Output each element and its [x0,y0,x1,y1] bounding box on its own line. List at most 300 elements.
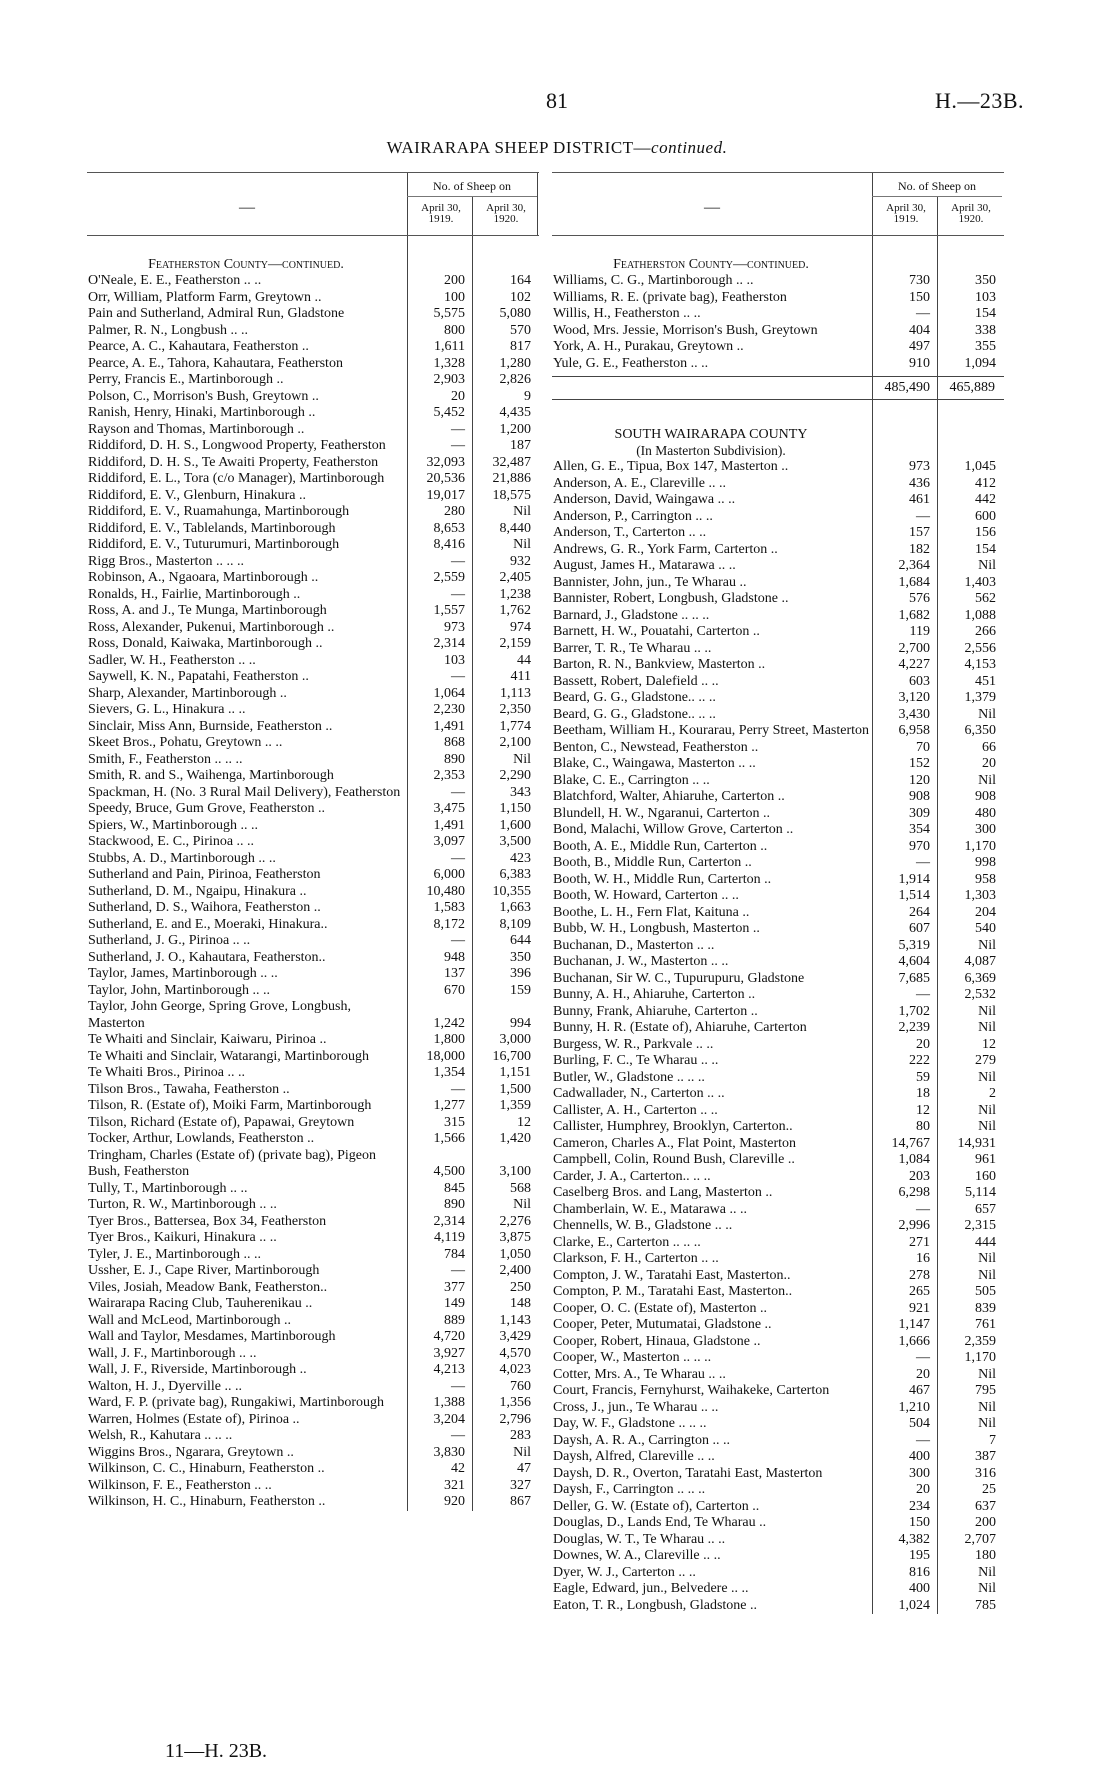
owner-name: Chamberlain, W. E., Matarawa .. .. [553,1201,748,1217]
sheep-1920: 187 [510,438,531,453]
sheep-1920: 1,238 [499,586,531,602]
sheep-1920: 5,114 [965,1185,996,1200]
sheep-1920: Nil [978,1069,996,1085]
sheep-1920: 444 [975,1234,996,1250]
owner-name: Blundell, H. W., Ngaranui, Carterton .. [553,805,770,821]
sheep-1919: — [916,508,930,524]
sheep-1920: 154 [975,541,996,557]
sheep-1920: 12 [982,1036,996,1052]
owner-name: Sharp, Alexander, Martinborough .. [88,685,287,701]
sheep-1920: 761 [975,1317,996,1332]
sheep-1920: 1,600 [499,817,531,833]
sheep-1919: 315 [444,1114,465,1130]
owner-name: Cadwallader, N., Carterton .. .. [553,1086,725,1101]
sheep-1919: 784 [444,1246,465,1262]
sheep-1919: 152 [909,756,930,771]
owner-name: Bassett, Robert, Dalefield .. .. [553,673,719,689]
owner-name: Wall and Taylor, Mesdames, Martinborough [88,1329,336,1344]
sheep-1920: 164 [510,273,531,288]
south-wairarapa-heading: SOUTH WAIRARAPA COUNTY [614,427,808,442]
sheep-1919: 948 [444,949,465,965]
sheep-1920: Nil [513,1197,531,1212]
owner-name: Cameron, Charles A., Flat Point, Masterton [553,1135,797,1151]
sheep-1920: 1,094 [964,355,996,371]
page-number: 81 [546,88,568,113]
sheep-1919: 920 [444,1494,465,1509]
sheep-1919: 1,210 [898,1399,930,1415]
sheep-1920: 2,100 [499,735,531,750]
owner-name: Barrer, T. R., Te Wharau .. .. [553,640,712,656]
sheep-1920: 350 [975,273,996,288]
sheep-1919: 461 [909,492,930,507]
sheep-1919: 400 [909,1581,930,1596]
left-table-body [87,236,539,1511]
sheep-1919: 20 [916,1036,930,1052]
sheep-1920: 2,350 [499,702,531,717]
sheep-1920: 1,303 [964,888,996,903]
sheep-1919: — [451,1378,465,1394]
sheep-1920: 8,109 [499,916,531,932]
sheep-1919: 234 [909,1498,930,1514]
sheep-1919: 970 [909,838,930,854]
sheep-1919: 103 [444,652,465,668]
sheep-1919: 1,354 [433,1065,465,1080]
owner-name: Bannister, John, jun., Te Wharau .. [553,574,747,590]
sheep-1919: 2,314 [433,636,465,651]
sheep-1919: 8,172 [433,916,465,932]
sheep-1920: 2,276 [499,1213,531,1229]
sheep-1920: 14,931 [957,1135,996,1151]
sheep-1920: 760 [510,1378,531,1394]
subdivision-note: (In Masterton Subdivision). [636,443,786,458]
owner-name: Dyer, W. J., Carterton .. .. [553,1564,696,1580]
sheep-1920: Nil [978,1102,996,1118]
sheep-1920: Nil [978,1399,996,1415]
owner-name: Cooper, Robert, Hinaua, Gladstone .. [553,1333,761,1349]
sheep-1920: 7 [989,1432,996,1448]
sheep-1920: 1,762 [499,603,531,618]
sheep-1919: 32,093 [426,454,465,470]
owner-name: Sutherland, J. G., Pirinoa .. .. [88,933,251,948]
owner-name: Bubb, W. H., Longbush, Masterton .. [553,921,760,936]
sheep-1919: 6,000 [433,867,465,882]
sheep-1920: 785 [975,1597,996,1613]
sheep-1919: 100 [444,289,465,305]
total-1919: 485,490 [884,380,930,395]
owner-name: Anderson, David, Waingawa .. .. [553,492,736,507]
owner-name: Yule, G. E., Featherston .. .. [553,355,709,371]
total-1920: 465,889 [949,380,995,395]
sheep-1920: Nil [513,504,531,519]
sheep-1919: 889 [444,1312,465,1328]
sheep-1919: — [451,553,465,569]
sheep-1919: 6,298 [898,1185,930,1200]
sheep-1920: 12 [517,1114,531,1130]
col-1920-header: April 30, 1920. [951,202,991,225]
sheep-1919: 70 [916,739,930,755]
sheep-1920: 8,440 [499,520,531,536]
sheep-1920: 1,379 [964,690,996,705]
name-column-header: — [239,199,255,216]
sheep-1920: 103 [975,289,996,305]
sheep-1920: 1,151 [499,1065,531,1080]
sheep-1920: Nil [978,1366,996,1382]
sheep-1919: — [451,1081,465,1097]
sheep-1920: Nil [978,1119,996,1134]
owner-name: Smith, R. and S., Waihenga, Martinborough [88,768,334,783]
owner-name: Willis, H., Featherston .. .. [553,306,701,321]
owner-name: Wairarapa Racing Club, Tauherenikau .. [88,1296,313,1311]
sheep-1920: Nil [978,558,996,573]
owner-name: Butler, W., Gladstone .. .. .. [553,1069,705,1085]
sheep-1920: 1,113 [500,685,531,701]
owner-name: Pearce, A. C., Kahautara, Featherston .. [88,339,309,354]
sheep-1919: 3,430 [898,706,930,722]
owner-name: Compton, J. W., Taratahi East, Masterton.. [553,1267,791,1283]
owner-name: Wilkinson, H. C., Hinaburn, Featherston .. [88,1494,326,1509]
sheep-1920: 279 [975,1053,996,1068]
owner-name: Beetham, William H., Kourarau, Perry Street, Masterton [553,723,870,738]
owner-name: Court, Francis, Fernyhurst, Waihakeke, Carterton [553,1383,830,1398]
owner-name: Bunny, Frank, Ahiaruhe, Carterton .. [553,1003,758,1019]
owner-name: Wood, Mrs. Jessie, Morrison's Bush, Greytown [553,322,818,338]
owner-name: Cotter, Mrs. A., Te Wharau .. .. [553,1366,726,1382]
owner-name: Te Whaiti and Sinclair, Kaiwaru, Pirinoa .. [88,1032,327,1047]
owner-name: Te Whaiti and Sinclair, Watarangi, Martinborough [88,1048,370,1064]
sheep-1919: 2,559 [433,570,465,585]
sheep-1920: 1,663 [499,900,531,915]
owner-name: Spackman, H. (No. 3 Rural Mail Delivery), Featherston [88,784,401,800]
sheep-1919: 2,239 [898,1020,930,1035]
sheep-1920: 4,087 [964,954,996,969]
sheep-1919: 1,914 [898,871,930,887]
right-table-body [552,236,1004,1614]
owner-name: Wall, J. F., Riverside, Martinborough .. [88,1362,307,1377]
sheep-1920: 4,023 [499,1362,531,1377]
owner-name: Allen, G. E., Tipua, Box 147, Masterton .. [553,459,789,474]
sheep-1920: Nil [513,751,531,767]
sheep-1920: 2,707 [964,1531,996,1547]
sheep-1920: 2,405 [499,570,531,585]
owner-name: Booth, W. H., Middle Run, Carterton .. [553,871,772,887]
sheep-1919: 5,452 [433,405,465,420]
sheep-1919: 264 [909,904,930,920]
owner-name: Riddiford, E. V., Tablelands, Martinborough [88,520,336,536]
owner-name: Polson, C., Morrison's Bush, Greytown .. [88,388,319,404]
owner-name: Sutherland, J. O., Kahautara, Featherston.. [88,949,326,965]
owner-name: Tully, T., Martinborough .. .. [88,1180,248,1196]
sheep-1919: 2,903 [433,372,465,387]
sheep-1920: 300 [975,822,996,837]
owner-name: Rayson and Thomas, Martinborough .. [88,421,305,437]
sheep-1919: — [916,987,930,1002]
owner-name: Tyer Bros., Kaikuri, Hinakura .. .. [88,1230,277,1245]
sheep-1919: — [451,669,465,684]
sheep-1919: 1,514 [898,888,930,903]
sheep-1919: 271 [909,1234,930,1250]
sheep-1919: 436 [909,475,930,491]
sheep-1919: 265 [909,1284,930,1299]
sheep-1919: 3,204 [433,1411,465,1427]
sheep-1919: 278 [909,1267,930,1283]
owner-name: Anderson, P., Carrington .. .. [553,508,713,524]
owner-name: Ranish, Henry, Hinaki, Martinborough .. [88,405,316,420]
owner-name: Saywell, K. N., Papatahi, Featherston .. [88,669,309,684]
sheep-1920: 2,556 [964,640,996,656]
owner-name: Bunny, H. R. (Estate of), Ahiaruhe, Carterton [553,1020,807,1035]
sheep-1920: 423 [510,850,531,866]
sheep-1919: 1,583 [433,900,465,915]
owner-name: Taylor, John George, Spring Grove, Longbush, Masterton [88,999,351,1031]
owner-name: Booth, W. Howard, Carterton .. .. [553,888,739,903]
sheep-1920: 657 [975,1201,996,1217]
sheep-1920: 3,429 [499,1329,531,1344]
col-1919-header: April 30, 1919. [421,202,461,225]
sheep-1919: 497 [909,339,930,354]
owner-name: Smith, F., Featherston .. .. .. [88,751,243,767]
sheep-1920: 3,100 [499,1164,531,1179]
owner-name: Cooper, Peter, Mutumatai, Gladstone .. [553,1317,772,1332]
sheep-1919: 150 [909,289,930,305]
owner-name: August, James H., Matarawa .. .. [553,558,736,573]
sheep-1919: 908 [909,789,930,804]
sheep-1920: 102 [510,289,531,305]
owner-name: Callister, A. H., Carterton .. .. [553,1102,718,1118]
sheep-1920: 2,315 [964,1218,996,1233]
sheep-1920: 1,150 [499,801,531,816]
sheep-1920: 156 [975,525,996,540]
owner-name: Blake, C. E., Carrington .. .. [553,772,710,788]
owner-name: Chennells, W. B., Gladstone .. .. [553,1218,733,1233]
sheep-1919: 10,480 [426,883,465,899]
sheep-1920: 1,045 [964,459,996,474]
sheep-1920: 283 [510,1428,531,1443]
sheep-1920: Nil [978,1267,996,1283]
sheep-1920: Nil [978,1251,996,1266]
col-1919-header: April 30, 1919. [886,202,926,225]
sheep-1919: — [916,855,930,870]
owner-name: Te Whaiti Bros., Pirinoa .. .. [88,1065,246,1080]
sheep-1920: 47 [517,1461,531,1476]
sheep-1920: 994 [510,1015,531,1031]
owner-name: Downes, W. A., Clareville .. .. [553,1548,721,1563]
sheep-1919: 321 [444,1477,465,1493]
printer-signature: 11—H. 23B. [165,1740,268,1762]
sheep-count-header: No. of Sheep on [433,179,511,193]
sheep-1919: 1,666 [898,1333,930,1349]
sheep-1919: 4,720 [433,1329,465,1344]
sheep-1920: 4,570 [499,1345,531,1361]
owner-name: Day, W. F., Gladstone .. .. .. [553,1416,707,1431]
sheep-1919: 18 [916,1086,930,1101]
owner-name: Bunny, A. H., Ahiaruhe, Carterton .. [553,987,756,1002]
owner-name: Welsh, R., Kahutara .. .. .. [88,1428,233,1443]
owner-name: Boothe, L. H., Fern Flat, Kaituna .. [553,904,750,920]
sheep-1920: 1,170 [964,838,996,854]
right-table [552,172,1004,1614]
owner-name: Buchanan, D., Masterton .. .. [553,937,715,953]
sheep-1919: 203 [909,1168,930,1184]
sheep-1920: 932 [510,553,531,569]
sheep-1920: Nil [978,1564,996,1580]
sheep-1920: 600 [975,508,996,524]
sheep-1919: 222 [909,1053,930,1068]
sheep-1920: 200 [975,1515,996,1530]
sheep-1920: Nil [978,1581,996,1596]
sheep-1919: 816 [909,1564,930,1580]
owner-name: Speedy, Bruce, Gum Grove, Featherston .. [88,801,326,816]
sheep-1919: 1,682 [898,607,930,623]
owner-name: Daysh, F., Carrington .. .. .. [553,1482,706,1497]
sheep-1920: 327 [510,1477,531,1493]
sheep-1919: 4,213 [433,1362,465,1377]
owner-name: Tilson, Richard (Estate of), Papawai, Greytown [88,1114,355,1130]
sheep-1920: 568 [510,1180,531,1196]
owner-name: Tilson Bros., Tawaha, Featherston .. [88,1081,290,1097]
left-table-header [87,172,539,236]
sheep-1919: 1,684 [898,574,930,590]
sheep-1920: 316 [975,1465,996,1481]
owner-name: Sievers, G. L., Hinakura .. .. [88,702,246,717]
sheep-1920: 412 [975,475,996,491]
sheep-1920: 387 [975,1449,996,1464]
owner-name: Douglas, W. T., Te Wharau .. .. [553,1531,726,1547]
sheep-1919: 890 [444,751,465,767]
sheep-1920: 204 [975,904,996,920]
sheep-1919: 3,475 [433,801,465,816]
owner-name: Stubbs, A. D., Martinborough .. .. [88,850,276,866]
owner-name: Wall and McLeod, Martinborough .. [88,1312,291,1328]
sheep-1919: 467 [909,1383,930,1398]
sheep-1920: 2 [989,1086,996,1101]
owner-name: Daysh, A. R. A., Carrington .. .. [553,1432,730,1448]
sheep-1920: 250 [510,1279,531,1295]
sheep-1920: 411 [510,669,531,684]
sheep-1919: 404 [909,322,930,338]
owner-name: Anderson, A. E., Clareville .. .. [553,475,727,491]
sheep-1919: 3,927 [433,1345,465,1361]
sheep-1919: 7,685 [898,970,930,986]
sheep-1919: 1,024 [898,1597,930,1613]
owner-name: Sutherland, D. S., Waihora, Featherston .. [88,900,321,915]
sheep-1919: 1,566 [433,1131,465,1146]
owner-name: Douglas, D., Lands End, Te Wharau .. [553,1515,767,1530]
sheep-1920: 2,359 [964,1333,996,1349]
sheep-1919: 1,084 [898,1152,930,1167]
sheep-1920: 908 [975,789,996,804]
sheep-1919: 157 [909,525,930,540]
sheep-1919: 59 [916,1069,930,1085]
owner-name: Booth, A. E., Middle Run, Carterton .. [553,838,768,854]
sheep-1919: 504 [909,1416,930,1431]
owner-name: Palmer, R. N., Longbush .. .. [88,322,249,338]
sheep-1919: — [451,850,465,866]
owner-name: Eagle, Edward, jun., Belvedere .. .. [553,1581,749,1596]
owner-name: Burgess, W. R., Parkvale .. .. [553,1036,714,1052]
sheep-1919: 1,611 [434,339,465,354]
sheep-1920: 817 [510,339,531,354]
sheep-1919: 4,227 [898,657,930,672]
sheep-1919: 973 [909,459,930,474]
owner-name: Williams, R. E. (private bag), Featherston [553,289,787,305]
sheep-1919: 973 [444,619,465,635]
sheep-1920: 44 [517,652,531,668]
sheep-1920: 159 [510,982,531,998]
owner-name: Pearce, A. E., Tahora, Kahautara, Featherston [88,355,343,371]
owner-name: Sadler, W. H., Featherston .. .. [88,652,256,668]
sheep-1919: 1,702 [898,1003,930,1019]
sheep-1920: 3,875 [499,1230,531,1245]
sheep-1920: 974 [510,619,531,635]
sheep-1920: 2,400 [499,1263,531,1278]
sheep-1919: 576 [909,591,930,606]
sheep-1919: 400 [909,1449,930,1464]
owner-name: Riddiford, E. V., Tuturumuri, Martinborough [88,537,340,552]
owner-name: Deller, G. W. (Estate of), Carterton .. [553,1498,760,1514]
owner-name: Ward, F. P. (private bag), Rungakiwi, Martinborough [88,1395,384,1410]
sheep-1919: 14,767 [891,1135,930,1151]
owner-name: Riddiford, D. H. S., Te Awaiti Property, Featherston [88,454,379,470]
sheep-1920: 480 [975,805,996,821]
owner-name: Tilson, R. (Estate of), Moiki Farm, Martinborough [88,1098,372,1113]
sheep-1919: 4,382 [898,1531,930,1547]
sheep-1920: 839 [975,1300,996,1316]
owner-name: Ross, A. and J., Te Munga, Martinborough [88,603,327,618]
owner-name: Tyer Bros., Battersea, Box 34, Featherston [88,1213,327,1229]
sheep-1919: 890 [444,1197,465,1212]
sheep-1919: 670 [444,982,465,998]
sheep-1920: 355 [975,339,996,354]
title-continued: continued. [651,138,728,157]
sheep-1919: 8,416 [433,537,465,552]
sheep-1919: 868 [444,735,465,750]
owner-name: Clarke, E., Carterton .. .. .. [553,1234,701,1250]
sheep-1919: 200 [444,273,465,288]
sheep-1919: — [916,306,930,321]
owner-name: Skeet Bros., Pohatu, Greytown .. .. [88,735,283,750]
sheep-1919: 19,017 [426,487,465,503]
owner-name: Eaton, T. R., Longbush, Gladstone .. [553,1597,758,1613]
owner-name: Daysh, D. R., Overton, Taratahi East, Masterton [553,1465,823,1481]
sheep-1919: 910 [909,355,930,371]
sheep-1920: 2,826 [499,372,531,387]
left-table [87,172,539,1511]
owner-name: Williams, C. G., Martinborough .. .. [553,273,754,288]
owner-name: Beard, G. G., Gladstone.. .. .. [553,706,716,722]
owner-name: Riddiford, D. H. S., Longwood Property, Featherston [88,438,386,453]
title-main: WAIRARAPA SHEEP DISTRICT— [386,138,652,157]
sheep-1920: 644 [510,933,531,948]
sheep-1919: 20 [916,1366,930,1382]
owner-name: Stackwood, E. C., Pirinoa .. .. [88,834,255,849]
sheep-1919: 119 [909,624,930,639]
sheep-1920: 18,575 [492,487,531,503]
sheep-1919: 607 [909,921,930,936]
sheep-1920: 540 [975,921,996,936]
sheep-1920: 32,487 [492,454,531,470]
sheep-1919: 195 [909,1548,930,1563]
sheep-1920: 2,290 [499,768,531,783]
name-column-header: — [704,199,720,216]
owner-name: Taylor, John, Martinborough .. .. [88,982,270,998]
sheep-1920: 1,200 [499,421,531,437]
sheep-1920: 6,350 [964,723,996,738]
owner-name: Sutherland, E. and E., Moeraki, Hinakura.. [88,916,328,932]
owner-name: Sutherland, D. M., Ngaipu, Hinakura .. [88,883,307,899]
owner-name: Campbell, Colin, Round Bush, Clareville .. [553,1152,795,1167]
sheep-1919: 20 [451,388,465,404]
sheep-1919: — [451,586,465,602]
